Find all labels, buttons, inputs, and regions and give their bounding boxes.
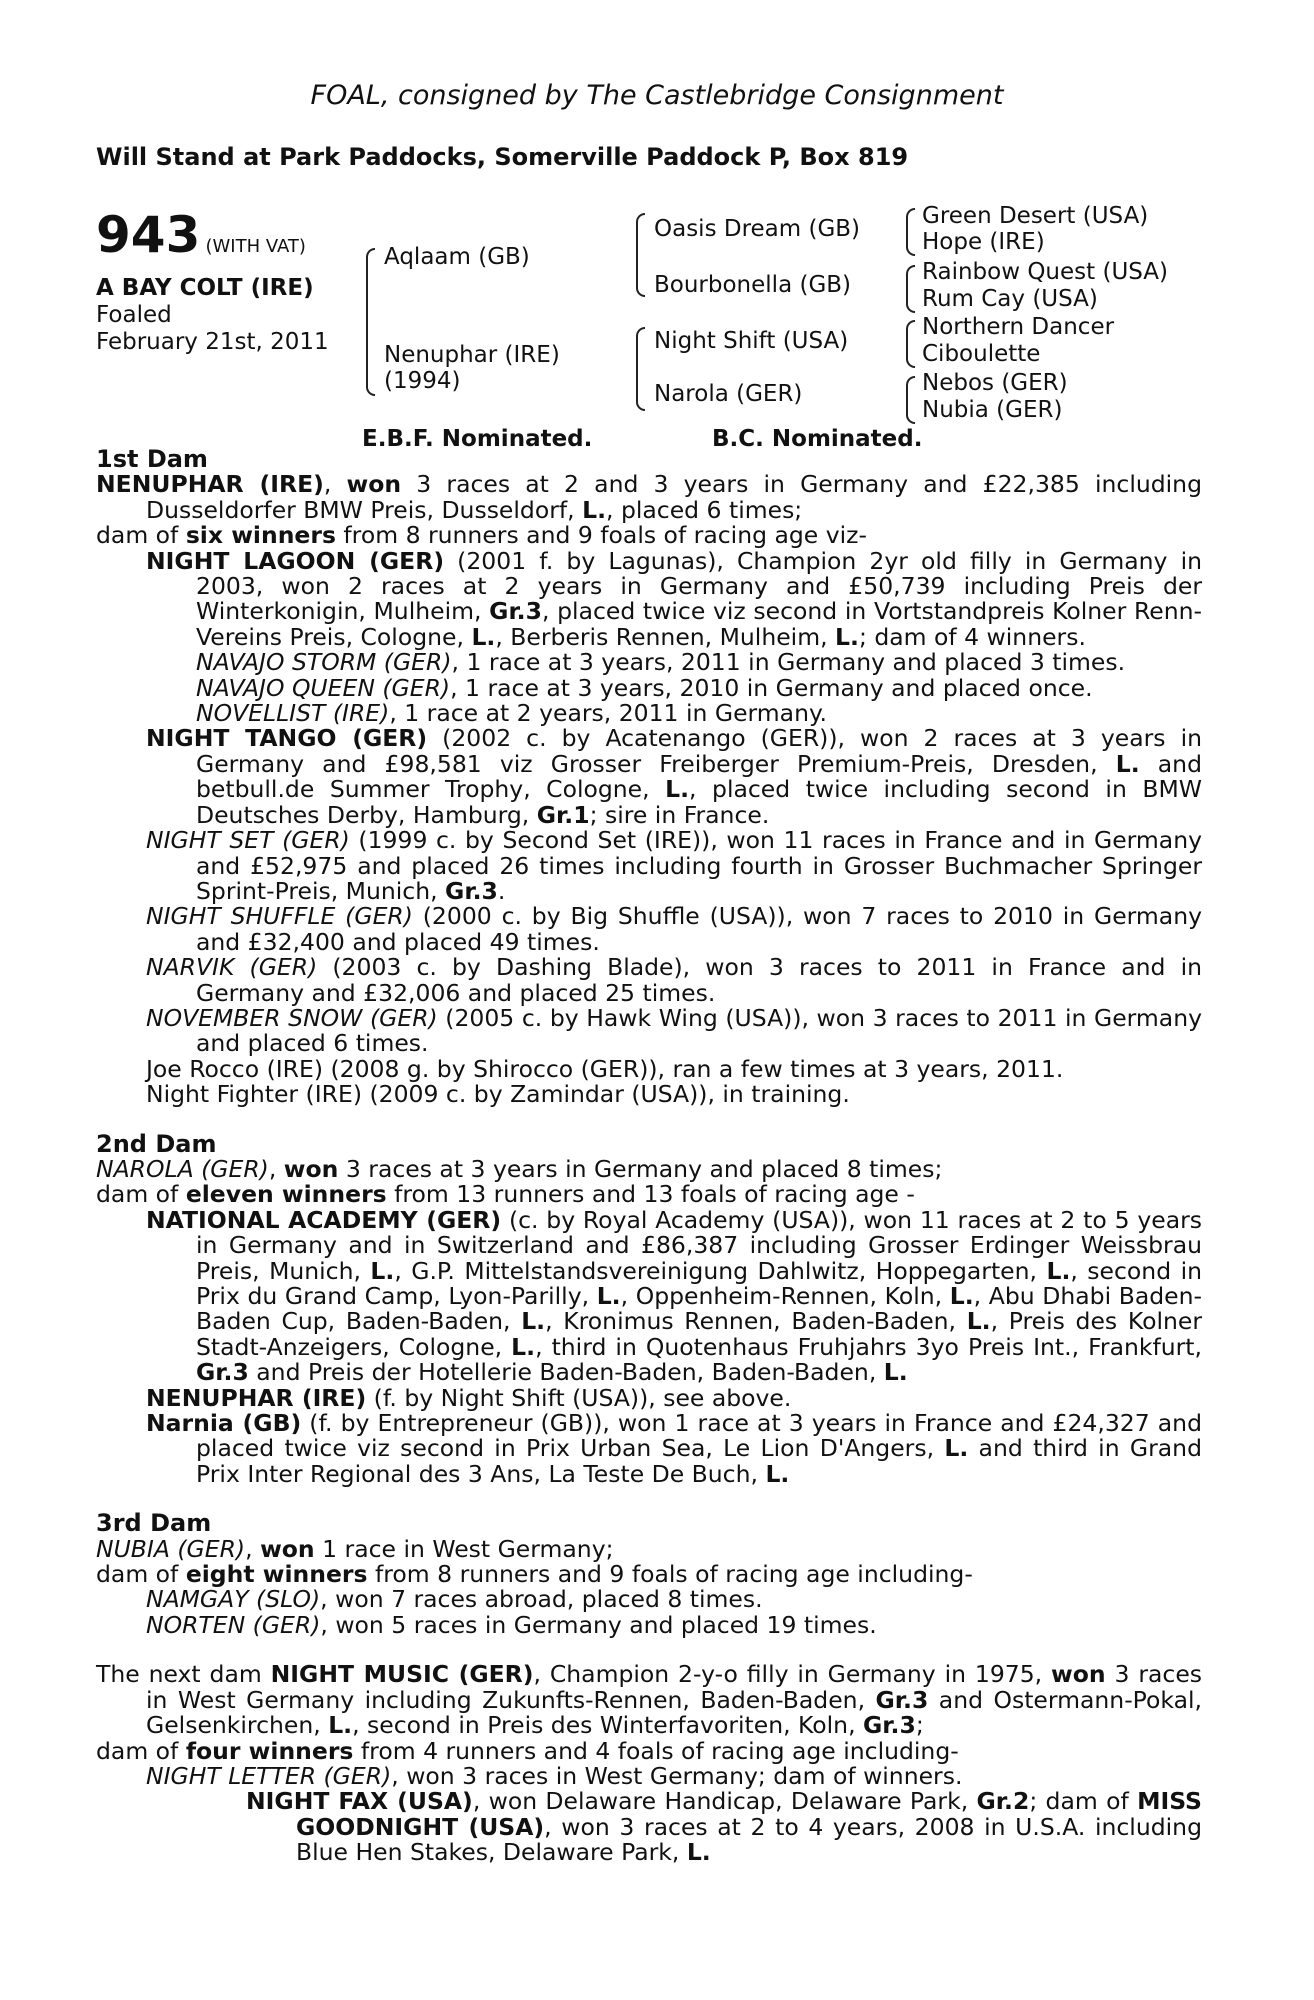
produce-name: NIGHT SHUFFLE (GER) — [146, 902, 413, 931]
produce-text: , won 5 races in Germany and placed 19 times. — [320, 1610, 877, 1639]
produce-text: , won 3 races in West Germany; dam of winners. — [391, 1761, 963, 1790]
third-dam-produce-summary — [96, 1562, 1202, 1587]
produce-name: NARVIK (GER) — [146, 953, 318, 982]
listed-mark: L. — [883, 1358, 908, 1387]
dam-of-text: from 8 runners and 9 foals of racing age viz- — [335, 521, 867, 550]
listed-mark: L. — [596, 1282, 621, 1310]
first-dam-record-text-2: , placed 6 times; — [606, 495, 803, 524]
listed-mark: L. — [835, 622, 859, 651]
pedigree-sire: Aqlaam (GB) — [384, 244, 530, 270]
produce-text: and Preis der Hotellerie Baden-Baden, Baden-Baden, — [248, 1358, 884, 1387]
lot-number-block — [96, 206, 306, 264]
produce-text: ; sire in France. — [589, 800, 770, 829]
produce-text: , won Delaware Handicap, Delaware Park, — [472, 1787, 977, 1816]
listed-mark: L. — [1046, 1256, 1071, 1285]
produce-text: , Kronimus Rennen, Baden-Baden, — [545, 1307, 967, 1336]
pedigree-dam-dam: Narola (GER) — [654, 381, 803, 407]
produce-text: ; dam of 4 winners. — [858, 622, 1086, 651]
produce-name: NENUPHAR (IRE) — [146, 1383, 367, 1412]
produce-text: ; dam of — [1029, 1787, 1138, 1816]
listed-mark: L. — [665, 775, 690, 804]
second-dam-record-text: 3 races at 3 years in Germany and placed 8 times; — [338, 1154, 943, 1183]
dam-of-label: dam of — [96, 1736, 186, 1765]
listed-mark: L. — [370, 1256, 395, 1285]
gen3-brace-3 — [906, 320, 915, 368]
next-dam-text: , second in Preis des Winterfavoriten, Koln, — [352, 1711, 864, 1740]
group-mark: Gr.3 — [875, 1685, 929, 1714]
second-dam-heading: 2nd Dam — [96, 1129, 217, 1158]
listed-mark: L. — [966, 1307, 991, 1336]
grand-produce-name: MISS GOODNIGHT (USA) — [296, 1787, 1202, 1841]
pedigree-sss: Green Desert (USA) — [922, 203, 1149, 229]
dam-of-text: from 8 runners and 9 foals of racing age including- — [367, 1560, 973, 1589]
next-dam-text: , Champion 2-y-o filly in Germany in 1975, — [533, 1660, 1052, 1689]
produce-text: (2000 c. by Big Shuffle (USA)), won 7 races to 2010 in Germany and £32,400 and placed 49 times. — [196, 902, 1203, 956]
produce-entry — [96, 904, 1202, 955]
group-mark: Gr.1 — [536, 800, 590, 829]
pedigree-dds: Nebos (GER) — [922, 370, 1068, 396]
grand-produce-name: NOVELLIST (IRE) — [196, 699, 390, 728]
produce-text: (2005 c. by Hawk Wing (USA)), won 3 races to 2011 in Germany and placed 6 times. — [196, 1003, 1202, 1058]
next-dam-record — [96, 1662, 1202, 1738]
grand-produce-name: NAVAJO QUEEN (GER) — [196, 673, 451, 702]
produce-text: (2001 f. by Lagunas), Champion 2yr old filly in Germany in 2003, won 2 races at 2 years in Germany and £50,739 including Preis der Winterkonigin, Mulheim, — [196, 546, 1202, 626]
dam-of-label: dam of — [96, 521, 186, 550]
foaled-date: February 21st, 2011 — [96, 329, 329, 355]
produce-record — [96, 447, 1202, 1866]
produce-text: , G.P. Mittelstandsvereinigung Dahlwitz, Hoppegarten, — [394, 1256, 1047, 1285]
produce-text: , Oppenheim-Rennen, Koln, — [620, 1282, 950, 1310]
third-dam-heading: 3rd Dam — [96, 1509, 212, 1538]
third-dam-name: NUBIA (GER) — [96, 1534, 246, 1563]
pedigree-sire-sire: Oasis Dream (GB) — [654, 216, 861, 242]
gen3-brace-2 — [906, 265, 915, 313]
pedigree-sdd: Rum Cay (USA) — [922, 286, 1098, 312]
produce-name: NOVEMBER SNOW (GER) — [146, 1003, 438, 1032]
produce-text: , won 7 races abroad, placed 8 times. — [320, 1585, 763, 1614]
grand-produce-text: , 1 race at 3 years, 2010 in Germany and placed once. — [450, 673, 1093, 702]
next-dam-name: NIGHT MUSIC (GER) — [270, 1660, 534, 1689]
first-dam-produce-summary — [96, 523, 1202, 548]
produce-text: , Abu Dhabi Baden-Baden Cup, Baden-Baden, — [196, 1282, 1202, 1336]
next-dam-lead: The next dam — [96, 1660, 271, 1689]
grand-produce-name: NAVAJO STORM (GER) — [196, 648, 452, 677]
dam-of-text: from 4 runners and 4 foals of racing age including- — [353, 1736, 959, 1765]
listed-mark: L. — [511, 1332, 536, 1361]
produce-name: NIGHT SET (GER) — [146, 826, 350, 855]
pedigree-dss: Northern Dancer — [922, 314, 1115, 340]
produce-text: , second in Prix du Grand Camp, Lyon-Parilly, — [196, 1256, 1202, 1310]
winners-count: eight winners — [185, 1560, 368, 1589]
foaled-label: Foaled — [96, 302, 172, 328]
grand-produce-entry — [96, 701, 1202, 726]
pedigree-dam-sire: Night Shift (USA) — [654, 328, 849, 354]
dam-parents-brace — [636, 327, 645, 411]
third-dam-won: won — [260, 1534, 315, 1563]
produce-entry — [96, 546, 1202, 651]
produce-text: and third in Grand Prix Inter Regional des 3 Ans, La Teste De Buch, — [196, 1434, 1202, 1488]
listed-mark: L. — [949, 1282, 974, 1310]
produce-text: , placed twice viz second in Vortstandpreis Kolner Renn-Vereins Preis, Cologne, — [196, 597, 1202, 651]
third-dam-record-text: 1 race in West Germany; — [314, 1534, 614, 1563]
produce-name: NIGHT FAX (USA) — [246, 1787, 473, 1816]
produce-entry — [96, 1789, 1202, 1865]
produce-name: NAMGAY (SLO) — [146, 1585, 321, 1614]
gen3-brace-1 — [906, 208, 915, 256]
produce-entry — [96, 1205, 1202, 1387]
next-dam-won: won — [1051, 1660, 1106, 1689]
produce-name: Narnia (GB) — [146, 1409, 302, 1438]
sire-dam-brace — [366, 248, 375, 396]
pedigree-dsd: Ciboulette — [922, 341, 1041, 367]
produce-text: , Preis des Kolner Stadt-Anzeigers, Cologne, — [196, 1307, 1202, 1361]
group-mark: Gr.3 — [863, 1711, 916, 1740]
lot-name: A BAY COLT (IRE) — [96, 275, 314, 301]
produce-entry — [96, 955, 1202, 1006]
produce-text: (f. by Entrepreneur (GB)), won 1 race at 3 years in France and £24,327 and placed twice viz second in Prix Urban Sea, Le Lion D'Angers, — [196, 1409, 1202, 1463]
vat-label: (WITH VAT) — [205, 236, 306, 257]
stand-location: Will Stand at Park Paddocks, Somerville Paddock P, Box 819 — [96, 143, 909, 171]
pedigree-dam-year: (1994) — [384, 368, 461, 394]
produce-entry — [96, 1411, 1202, 1487]
produce-text: (1999 c. by Second Set (IRE)), won 11 races in France and in Germany and £52,975 and placed 26 times including fourth in Grosser Buchmacher Springer Sprint-Preis, Munich, — [196, 826, 1202, 905]
gen3-brace-4 — [906, 376, 915, 424]
first-dam-heading: 1st Dam — [96, 445, 208, 473]
grand-produce-entry — [96, 673, 1202, 702]
dam-of-label: dam of — [96, 1180, 186, 1209]
produce-name: NORTEN (GER) — [146, 1610, 321, 1639]
listed-mark: L. — [521, 1307, 546, 1336]
produce-name: NIGHT LETTER (GER) — [146, 1761, 392, 1790]
listed-mark: L. — [765, 1459, 790, 1488]
produce-name: NIGHT TANGO (GER) — [146, 724, 428, 753]
produce-text: and betbull.de Summer Trophy, Cologne, — [196, 749, 1202, 804]
produce-text: (2002 c. by Acatenango (GER)), won 2 races at 3 years in Germany and £98,581 viz Grosser Freiberger Premium-Preis, Dresden, — [196, 724, 1202, 778]
produce-entry — [96, 1587, 1202, 1612]
produce-text: (f. by Night Shift (USA)), see above. — [366, 1383, 792, 1412]
dam-of-text: from 13 runners and 13 foals of racing age - — [386, 1180, 915, 1209]
group-mark: Gr.2 — [976, 1787, 1030, 1816]
group-mark: Gr.3 — [445, 876, 498, 905]
listed-mark: L. — [328, 1711, 353, 1740]
produce-text: , Berberis Rennen, Mulheim, — [495, 622, 836, 651]
listed-mark: L. — [1115, 749, 1140, 778]
second-dam-won: won — [283, 1154, 339, 1183]
catalogue-header: FOAL, consigned by The Castlebridge Consignment — [310, 80, 1004, 111]
sire-parents-brace — [636, 213, 645, 297]
group-mark: Gr.3 — [489, 597, 542, 626]
second-dam-name: NAROLA (GER) — [96, 1154, 269, 1183]
next-dam-text: and Ostermann-Pokal, Gelsenkirchen, — [146, 1685, 1202, 1740]
first-dam-record-text: 3 races at 2 and 3 years in Germany and £22,385 including Dusseldorfer BMW Preis, Dusseldorf, — [146, 470, 1202, 524]
pedigree-ddd: Nubia (GER) — [922, 397, 1063, 423]
third-dam-record: NUBIA (GER), won 1 race in West Germany; — [96, 1534, 614, 1563]
pedigree-ssd: Hope (IRE) — [922, 229, 1045, 255]
produce-entry — [96, 1610, 1202, 1639]
next-dam-text: 3 races in West Germany including Zukunfts-Rennen, Baden-Baden, — [146, 1660, 1203, 1714]
next-dam-text: ; — [915, 1711, 924, 1740]
produce-entry — [96, 828, 1202, 904]
grand-produce-text: , 1 race at 3 years, 2011 in Germany and placed 3 times. — [451, 648, 1126, 677]
grand-produce-text: , 1 race at 2 years, 2011 in Germany. — [389, 699, 827, 728]
next-dam-produce-summary — [96, 1736, 1202, 1765]
pedigree-dam: Nenuphar (IRE) — [384, 342, 560, 368]
lot-number: 943 — [96, 206, 201, 264]
listed-mark: L. — [686, 1838, 711, 1867]
first-dam-won: won — [346, 470, 402, 499]
produce-text: (c. by Royal Academy (USA)), won 11 races at 2 to 5 years in Germany and in Switzerland and £86,387 including Grosser Erdinger Weissbrau Preis, Munich, — [196, 1205, 1202, 1285]
listed-mark: L. — [944, 1434, 969, 1463]
group-mark: Gr.3 — [196, 1358, 249, 1387]
first-dam-record: NENUPHAR (IRE), won 3 races at 2 and 3 years in Germany and £22,385 including Dusseldorfer BMW Preis, Dusseldorf, L., placed 6 times; — [96, 470, 1202, 524]
produce-name: NATIONAL ACADEMY (GER) — [146, 1205, 502, 1234]
produce-entry — [96, 726, 1202, 828]
winners-count: six winners — [185, 521, 336, 550]
second-dam-record: NAROLA (GER), won 3 races at 3 years in Germany and placed 8 times; — [96, 1154, 943, 1183]
produce-text: (2003 c. by Dashing Blade), won 3 races to 2011 in France and in Germany and £32,006 and placed 25 times. — [196, 953, 1203, 1007]
pedigree-sds: Rainbow Quest (USA) — [922, 259, 1169, 285]
produce-name: NIGHT LAGOON (GER) — [146, 546, 445, 575]
produce-text: , won 3 races at 2 to 4 years, 2008 in U.S.A. including Blue Hen Stakes, Delaware Park, — [296, 1812, 1202, 1867]
produce-entry — [96, 1383, 1202, 1412]
pedigree-sire-dam: Bourbonella (GB) — [654, 272, 852, 298]
first-dam-name: NENUPHAR (IRE) — [96, 470, 324, 499]
produce-text: . — [497, 876, 506, 905]
dam-of-label: dam of — [96, 1560, 186, 1589]
produce-entry: Night Fighter (IRE) (2009 c. by Zamindar (USA)), in training. — [146, 1080, 850, 1109]
second-dam-produce-summary — [96, 1182, 1202, 1207]
bc-nominated: B.C. Nominated. — [712, 426, 923, 452]
ebf-nominated: E.B.F. Nominated. — [362, 426, 593, 452]
winners-count: eleven winners — [185, 1180, 387, 1209]
listed-mark: L. — [471, 622, 496, 651]
produce-entry — [96, 1003, 1202, 1058]
grand-produce-entry — [96, 650, 1202, 675]
produce-text: , third in Quotenhaus Fruhjahrs 3yo Preis Int., Frankfurt, — [535, 1332, 1202, 1361]
produce-entry: Joe Rocco (IRE) (2008 g. by Shirocco (GER)), ran a few times at 3 years, 2011. — [146, 1054, 1064, 1083]
produce-entry — [96, 1761, 1202, 1790]
produce-text: , placed twice including second in BMW Deutsches Derby, Hamburg, — [196, 775, 1202, 829]
winners-count: four winners — [185, 1736, 354, 1765]
listed-mark: L. — [582, 495, 606, 524]
